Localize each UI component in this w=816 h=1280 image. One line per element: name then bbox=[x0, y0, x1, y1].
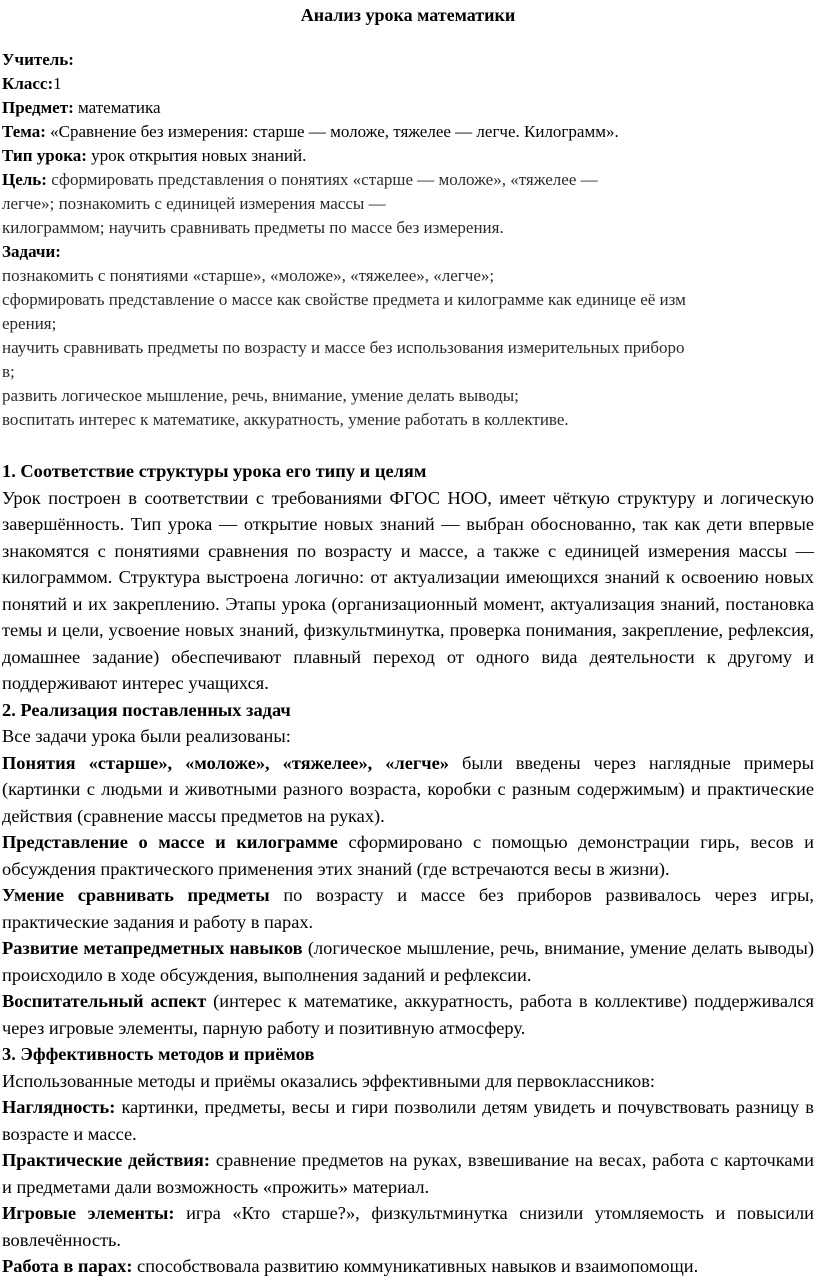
task-item-text: (интерес к математике, аккуратность, работа в коллективе) поддерживался через игровые элементы, парную работу и позитивную атмосферу. bbox=[2, 991, 814, 1038]
section-text-structure: Урок построен в соответствии с требованиями ФГОС НОО, имеет чёткую структуру и логическую завершённость. Тип урока — открытие новых знаний — выбран обоснованно, так как дети впервые знакомятся с понятиями сравнения по возрасту и массе, а также с единицей измерения массы — килограммом. Структура выстроена логично: от актуализации имеющихся знаний к освоению новых понятий и их закреплению. Этапы урока (организационный момент, актуализация знаний, постановка темы и цели, усвоение новых знаний, физкультминутка, проверка понимания, закрепление, рефлексия, домашнее задание) обеспечивают плавный переход от одного вида деятельности к другому и поддерживают интерес учащихся. bbox=[2, 487, 814, 693]
class-value: 1 bbox=[53, 74, 62, 93]
method-item-title: Практические действия: bbox=[2, 1150, 210, 1170]
method-item-title: Игровые элементы: bbox=[2, 1203, 175, 1223]
type-value: урок открытия новых знаний. bbox=[86, 146, 307, 165]
goal-text: сформировать представления о понятиях «старше — моложе», «тяжелее — bbox=[46, 170, 598, 189]
task-line: в; bbox=[2, 362, 15, 381]
task-line: ерения; bbox=[2, 314, 57, 333]
lesson-info bbox=[2, 48, 815, 432]
method-item-title: Работа в парах: bbox=[2, 1256, 133, 1276]
goal-line: килограммом; научить сравнивать предметы по массе без измерения. bbox=[2, 218, 504, 237]
section-intro-tasks: Все задачи урока были реализованы: bbox=[2, 726, 291, 746]
method-item bbox=[2, 1200, 814, 1253]
topic-label: Тема: bbox=[2, 122, 46, 141]
class-label: Класс: bbox=[2, 74, 54, 93]
subject-label: Предмет: bbox=[2, 98, 74, 117]
topic-value: «Сравнение без измерения: старше — моложе, тяжелее — легче. Килограмм». bbox=[45, 122, 619, 141]
task-line: воспитать интерес к математике, аккуратность, умение работать в коллективе. bbox=[2, 410, 569, 429]
goal-label: Цель: bbox=[2, 170, 47, 189]
task-line: научить сравнивать предметы по возрасту и массе без использования измерительных приборо bbox=[2, 338, 685, 357]
subject-value: математика bbox=[73, 98, 161, 117]
topic-line bbox=[2, 120, 815, 144]
task-item bbox=[2, 750, 814, 830]
method-item-text: способствовала развитию коммуникативных навыков и взаимопомощи. bbox=[132, 1256, 699, 1276]
task-item-title: Понятия «старше», «моложе», «тяжелее», «легче» bbox=[2, 752, 449, 773]
task-item-title: Умение сравнивать предметы bbox=[2, 885, 270, 905]
type-label: Тип урока: bbox=[2, 146, 87, 165]
task-line: сформировать представление о массе как свойстве предмета и килограмме как единице её изм bbox=[2, 290, 686, 309]
teacher-line bbox=[2, 48, 815, 72]
task-item-text: сформировано с помощью демонстрации гирь, весов и обсуждения практического применения этих знаний (где встречаются весы в жизни). bbox=[2, 832, 814, 879]
task-line: познакомить с понятиями «старше», «моложе», «тяжелее», «легче»; bbox=[2, 266, 495, 285]
method-item bbox=[2, 1147, 814, 1200]
method-item-text: игра «Кто старше?», физкультминутка снизили утомляемость и повысили вовлечённость. bbox=[2, 1203, 814, 1250]
section-heading-tasks: 2. Реализация поставленных задач bbox=[2, 699, 291, 720]
section-intro-methods: Использованные методы и приёмы оказались эффективными для первоклассников: bbox=[2, 1070, 655, 1091]
tasks-label: Задачи: bbox=[2, 242, 61, 261]
class-line bbox=[2, 72, 815, 96]
method-item-text: картинки, предметы, весы и гири позволили детям увидеть и почувствовать разницу в возрасте и массе. bbox=[2, 1097, 814, 1144]
type-line bbox=[2, 144, 815, 168]
task-item bbox=[2, 935, 814, 988]
subject-line bbox=[2, 96, 815, 120]
task-item-text: были введены через наглядные примеры (картинки с людьми и животными разного возраста, коробки с разным содержимым) и практические действия (сравнение массы предметов на руках). bbox=[2, 752, 814, 826]
task-item-title: Развитие метапредметных навыков bbox=[2, 938, 303, 958]
task-item-text: по возрасту и массе без приборов развивалось через игры, практические задания и работу в парах. bbox=[2, 885, 814, 932]
method-item-title: Наглядность: bbox=[2, 1097, 116, 1117]
task-item-text: (логическое мышление, речь, внимание, умение делать выводы) происходило в ходе обсуждения, выполнения заданий и рефлексии. bbox=[2, 938, 814, 985]
tasks-line bbox=[2, 240, 815, 264]
goal-line bbox=[2, 168, 815, 192]
task-line: развить логическое мышление, речь, внимание, умение делать выводы; bbox=[2, 386, 519, 405]
method-item bbox=[2, 1094, 814, 1147]
teacher-label: Учитель: bbox=[2, 50, 74, 69]
analysis-body bbox=[2, 458, 814, 1280]
task-item bbox=[2, 829, 814, 882]
goal-line: легче»; познакомить с единицей измерения массы — bbox=[2, 194, 386, 213]
task-item-title: Представление о массе и килограмме bbox=[2, 832, 338, 852]
section-heading-methods: 3. Эффективность методов и приёмов bbox=[2, 1044, 315, 1064]
document-title: Анализ урока математики bbox=[300, 5, 516, 25]
task-item bbox=[2, 988, 814, 1041]
method-item-text: сравнение предметов на руках, взвешивание на весах, работа с карточками и предметами дали возможность «прожить» материал. bbox=[2, 1150, 814, 1197]
section-heading-structure: 1. Соответствие структуры урока его типу и целям bbox=[2, 461, 427, 481]
task-item-title: Воспитательный аспект bbox=[2, 991, 207, 1011]
method-item bbox=[2, 1253, 814, 1280]
task-item bbox=[2, 882, 814, 935]
